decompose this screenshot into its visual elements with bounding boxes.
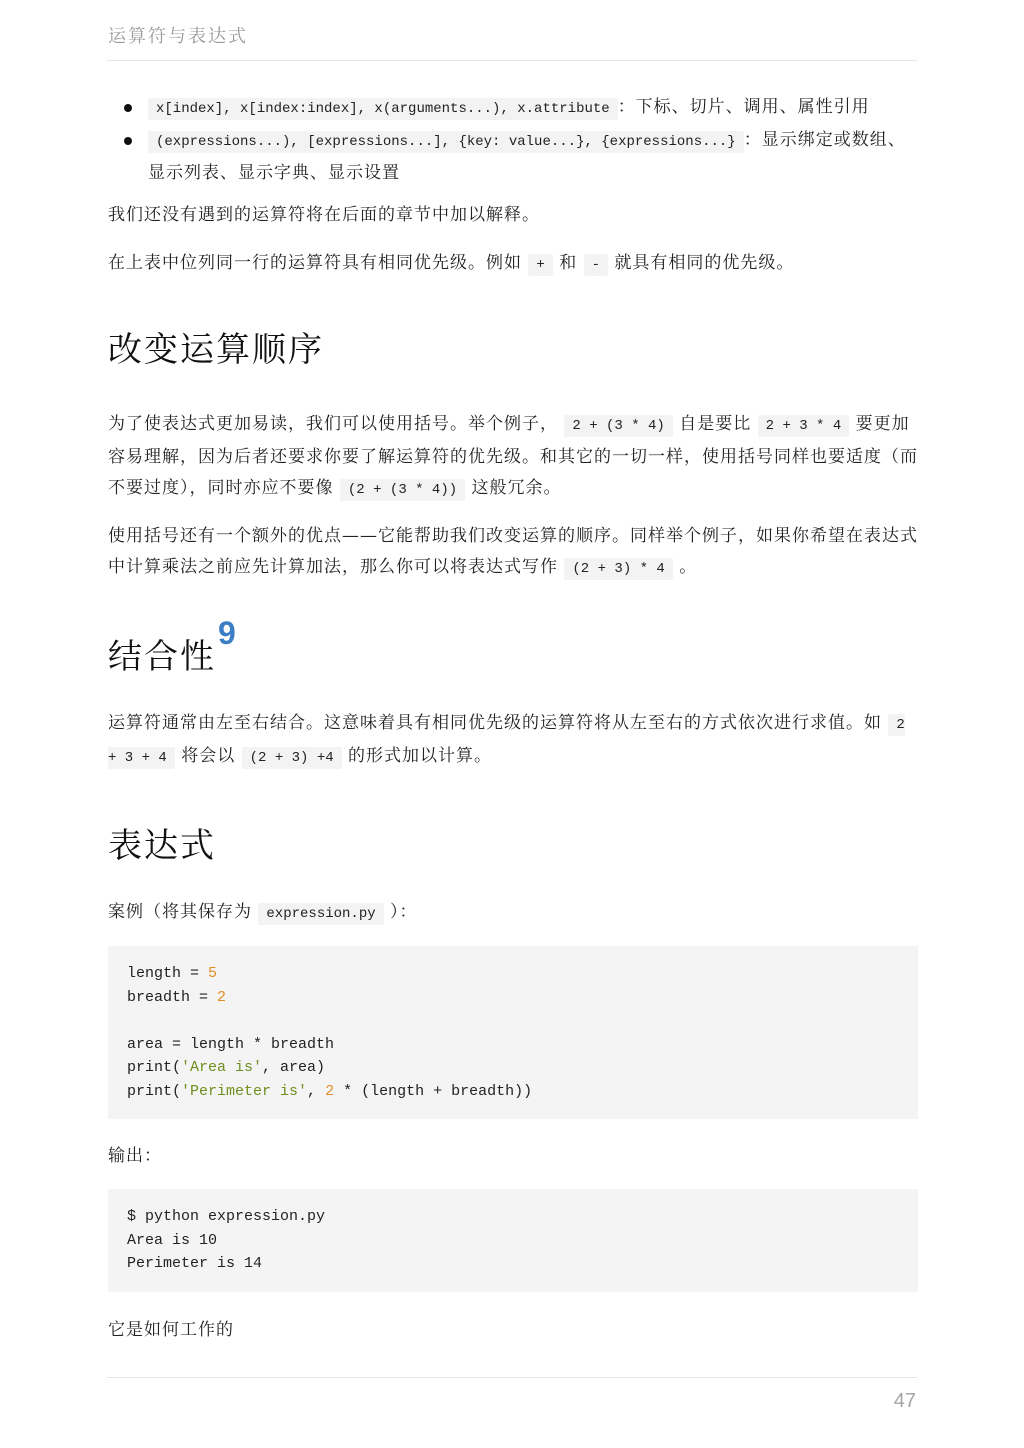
bullet-icon bbox=[124, 137, 132, 145]
bullet-icon bbox=[124, 104, 132, 112]
inline-code: 2 + 3 * 4 bbox=[758, 415, 850, 437]
inline-code: expression.py bbox=[258, 903, 383, 925]
list-item-text: ：下标、切片、调用、属性引用 bbox=[617, 97, 870, 117]
page-number: 47 bbox=[893, 1390, 916, 1412]
how-it-works-heading: 它是如何工作的 bbox=[108, 1319, 234, 1340]
list-item-text: ：显示绑定或数组、显示列表、显示字典、显示设置 bbox=[148, 130, 906, 183]
code-block-output: $ python expression.py Area is 10 Perimeter is 14 bbox=[108, 1189, 918, 1292]
section-heading-order: 改变运算顺序 bbox=[108, 330, 324, 370]
section-heading-associativity: 结合性$^9$ bbox=[108, 615, 238, 677]
footer-divider bbox=[107, 1377, 917, 1378]
inline-code: (2 + 3) * 4 bbox=[564, 558, 672, 580]
inline-code: - bbox=[584, 254, 608, 276]
footnote-link[interactable]: 9 bbox=[218, 615, 238, 651]
section-heading-expressions: 表达式 bbox=[108, 826, 216, 866]
main-content bbox=[108, 92, 918, 1346]
list-item bbox=[108, 125, 918, 189]
inline-code: (2 + (3 * 4)) bbox=[340, 479, 465, 501]
header-divider bbox=[107, 60, 917, 61]
operator-bullet-list bbox=[108, 92, 918, 189]
paragraph-case: 案例（将其保存为 expression.py ）： bbox=[108, 897, 918, 930]
paragraph-associativity: 运算符通常由左至右结合。这意味着具有相同优先级的运算符将从左至右的方式依次进行求值。如 2 + 3 + 4 将会以 (2 + 3) +4 的形式加以计算。 bbox=[108, 708, 918, 774]
inline-code: x[index], x[index:index], x(arguments...), x.attribute bbox=[148, 98, 618, 120]
list-item bbox=[108, 92, 918, 125]
paragraph-unexplained: 我们还没有遇到的运算符将在后面的章节中加以解释。 bbox=[108, 205, 540, 225]
paragraph-change-order: 使用括号还有一个额外的优点——它能帮助我们改变运算的顺序。同样举个例子，如果你希望在表达式中计算乘法之前应先计算加法，那么你可以将表达式写作 (2 + 3) * 4 。 bbox=[108, 521, 918, 585]
paragraph-same-row: 在上表中位列同一行的运算符具有相同优先级。例如 + 和 - 就具有相同的优先级。 bbox=[108, 248, 918, 281]
running-header: 运算符与表达式 bbox=[108, 26, 248, 47]
inline-code: 2 + 3 + 4 bbox=[108, 714, 905, 769]
output-label: 输出： bbox=[108, 1146, 162, 1166]
inline-code: 2 + (3 * 4) bbox=[564, 415, 672, 437]
code-block-expression: length = 5 breadth = 2 area = length * breadth print('Area is', area) print('Perimeter is', 2 * (length + breadth)) bbox=[108, 946, 918, 1119]
inline-code: (2 + 3) +4 bbox=[242, 747, 342, 769]
paragraph-parentheses: 为了使表达式更加易读，我们可以使用括号。举个例子， 2 + (3 * 4) 自是要比 2 + 3 * 4 要更加容易理解，因为后者还要求你要了解运算符的优先级。和其它的一切一样，使用括号同样也要适度（而不要过度），同时亦应不要像 (2 + (3 * 4)) 这般冗余。 bbox=[108, 409, 918, 506]
inline-code: (expressions...), [expressions...], {key: value...}, {expressions...} bbox=[148, 131, 744, 153]
inline-code: + bbox=[528, 254, 552, 276]
